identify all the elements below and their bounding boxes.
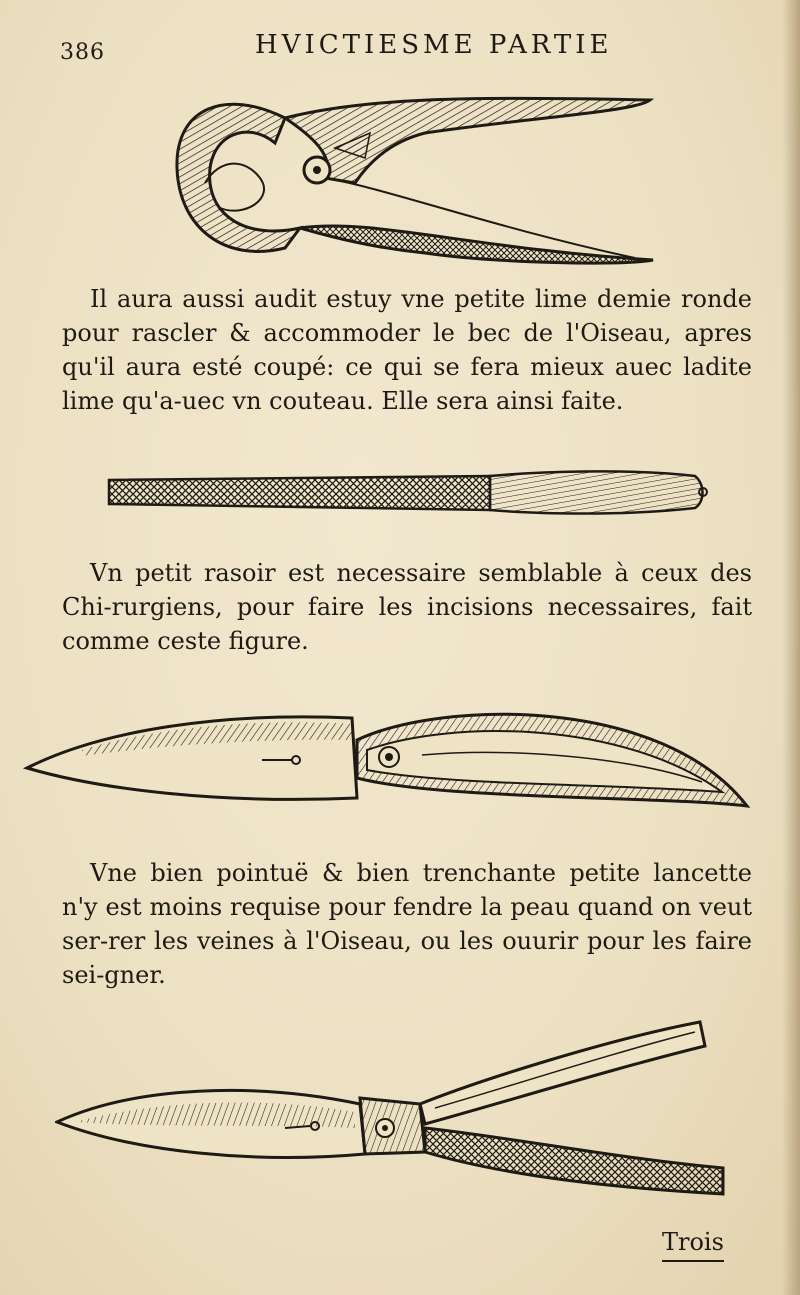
lancet-illustration	[55, 1018, 727, 1196]
catchword: Trois	[662, 1228, 724, 1256]
page-edge-shadow	[782, 0, 800, 1295]
razor-illustration	[22, 700, 752, 812]
paragraph-lancet: Vne bien pointuë & bien trenchante petite lancette n'y est moins requise pour fendre la peau quand on veut ser-rer les veines à l'Oiseau, ou les ouurir pour les faire sei-gner.	[62, 859, 752, 989]
paragraph-file: Il aura aussi audit estuy vne petite lime demie ronde pour rascler & accommoder le bec de l'Oiseau, apres qu'il aura esté coupé: ce qui se fera mieux auec ladite lime qu'a-uec vn couteau. Elle sera ainsi faite.	[62, 285, 752, 415]
paragraph-razor: Vn petit rasoir est necessaire semblable à ceux des Chi-rurgiens, pour faire les incisions necessaires, fait comme ceste figure.	[62, 559, 752, 655]
file-illustration	[105, 466, 710, 522]
running-head: HVICTIESME PARTIE	[255, 30, 613, 60]
page-number: 386	[60, 40, 105, 65]
pincers-illustration	[165, 88, 660, 268]
